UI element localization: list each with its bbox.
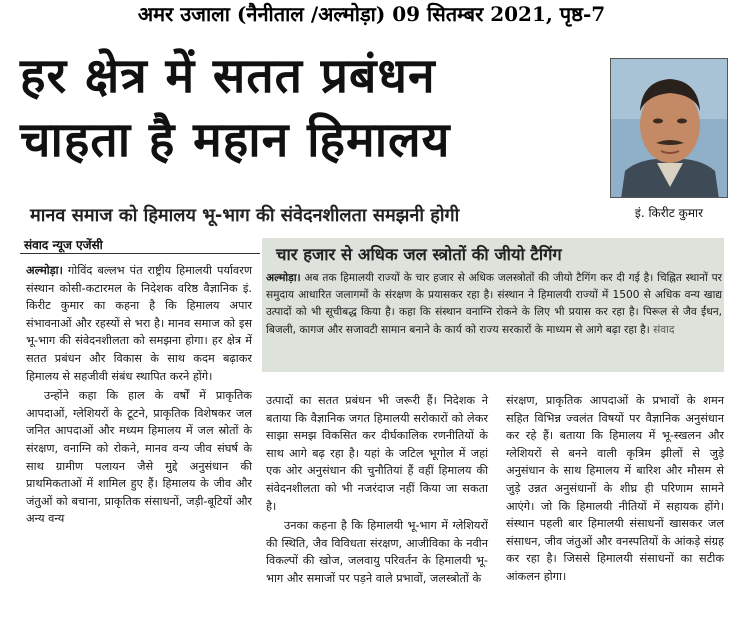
inset-source: संवाद <box>649 323 675 336</box>
article-dateline: अल्मोड़ा। <box>26 264 63 277</box>
article-paragraph: उनका कहना है कि हिमालयी भू-भाग में ग्लेशियरों की स्थिति, जैव विविधता संरक्षण, आजीविका के नवीन विकल्पों की खोज, जलवायु परिवर्तन के हिमालयी भू-भाग और समाजों पर पड़ने वाले प्रभावों, जलस्त्रोतों के <box>266 519 488 585</box>
article-text: गोविंद बल्लभ पंत राष्ट्रीय हिमालयी पर्यावरण संस्थान कोसी-कटारमल के निदेशक वरिष्ठ वैज्ञानिक इं. किरीट कुमार का कहना है कि हिमालय अपार संभावनाओं और रहस्यों से भरा है। मानव समाज को इस भू-भाग की संवेदनशीलता को समझना होगा। हर क्षेत्र में सतत प्रबंधन और विकास के साथ कदम बढ़ाकर हिमालय से सहजीवी संबंध स्थापित करने होंगे। <box>26 264 252 383</box>
inset-text <box>266 270 722 339</box>
inset-box <box>262 238 724 372</box>
article-column-2 <box>266 392 488 590</box>
headline-line-1: हर क्षेत्र में सतत प्रबंधन <box>20 48 436 104</box>
inset-body: अब तक हिमालयी राज्यों के चार हजार से अधिक जलस्त्रोतों की जीयो टैगिंग कर दी गई है। चिह्नित स्थानों पर समुदाय आधारित जलागमों के संरक्षण के प्रयासकर रहा है। संस्थान ने हिमालयी राज्यों में 1500 से अधिक वन्य खाद्य उत्पादों को भी सूचीबद्ध किया है। कहा कि संस्थान वनाग्नि रोकने के लिए भी प्रयास कर रहा है। पिरूल से जैव ईंधन, बिजली, कागज और सजावटी सामान बनाने के कार्य को राज्य सरकारों के माध्यम से आगे बढ़ा रहा है। <box>266 272 722 336</box>
article-column-3 <box>506 392 724 588</box>
newspaper-masthead: अमर उजाला (नैनीताल /अल्मोड़ा) 09 सितम्बर 2021, पृष्ठ-7 <box>137 2 606 26</box>
article-column-1 <box>26 262 252 530</box>
author-photo <box>610 58 728 198</box>
headline-line-2: चाहता है महान हिमालय <box>20 112 451 168</box>
article-paragraph <box>26 262 252 385</box>
photo-caption: इं. किरीट कुमार <box>634 206 704 220</box>
byline: संवाद न्यूज एजेंसी <box>24 238 103 252</box>
subheadline: मानव समाज को हिमालय भू-भाग की संवेदनशीलता समझनी होगी <box>30 205 460 226</box>
byline-divider <box>20 253 260 254</box>
article-paragraph: उन्होंने कहा कि हाल के वर्षों में प्राकृतिक आपदाओं, ग्लेशियरों के टूटने, प्राकृतिक विशेषकर जल जनित आपदाओं और मध्यम हिमालय में जल स्रोतों के संरक्षण, वनाग्नि को रोकने, मानव वन्य जीव संघर्ष के साथ ग्रामीण पलायन जैसे मुद्दे अनुसंधान की प्राथमिकताओं में शामिल हुए हैं। हिमालय के जीव और जंतुओं को बचाना, प्राकृतिक संसाधनों, जड़ी-बूटियों और अन्य वन्य <box>26 389 252 526</box>
article-paragraph: उत्पादों का सतत प्रबंधन भी जरूरी हैं। निदेशक ने बताया कि वैज्ञानिक जगत हिमालयी सरोकारों को लेकर साझा समझ विकसित कर दीर्घकालिक रणनीतियों के साथ आगे बढ़ रहा है। यहां के जटिल भूगोल में जहां एक ओर अनुसंधान की चुनौतियां हैं वहीं हिमालय की संवेदनशीलता को भी नजरंदाज नहीं किया जा सकता है। <box>266 394 488 513</box>
article-paragraph: संरक्षण, प्राकृतिक आपदाओं के प्रभावों के शमन सहित विभिन्न ज्वलंत विषयों पर वैज्ञानिक अनुसंधान कर रहे हैं। बताया कि हिमालय में भू-स्खलन और ग्लेशियरों से बनने वाली कृत्रिम झीलों से जुड़े अनुसंधान के साथ हिमालय में बारिश और मौसम से जुड़े उन्नत अनुसंधानों के शीघ्र ही परिणाम सामने आएंगे। जो कि हिमालयी नीतियों में सहायक होंगे। संस्थान पहली बार हिमालयी संसाधनों खासकर जल संसाधन, जीव जंतुओं और वनस्पतियों के आंकड़े संग्रह कर रहा है। जिससे हिमालयी संसाधनों का सटीक आंकलन होगा। <box>506 394 724 583</box>
portrait-image <box>611 59 728 198</box>
inset-dateline: अल्मोड़ा। <box>266 272 301 284</box>
inset-title: चार हजार से अधिक जल स्त्रोतों की जीयो टैगिंग <box>276 245 562 264</box>
headline <box>20 44 600 172</box>
